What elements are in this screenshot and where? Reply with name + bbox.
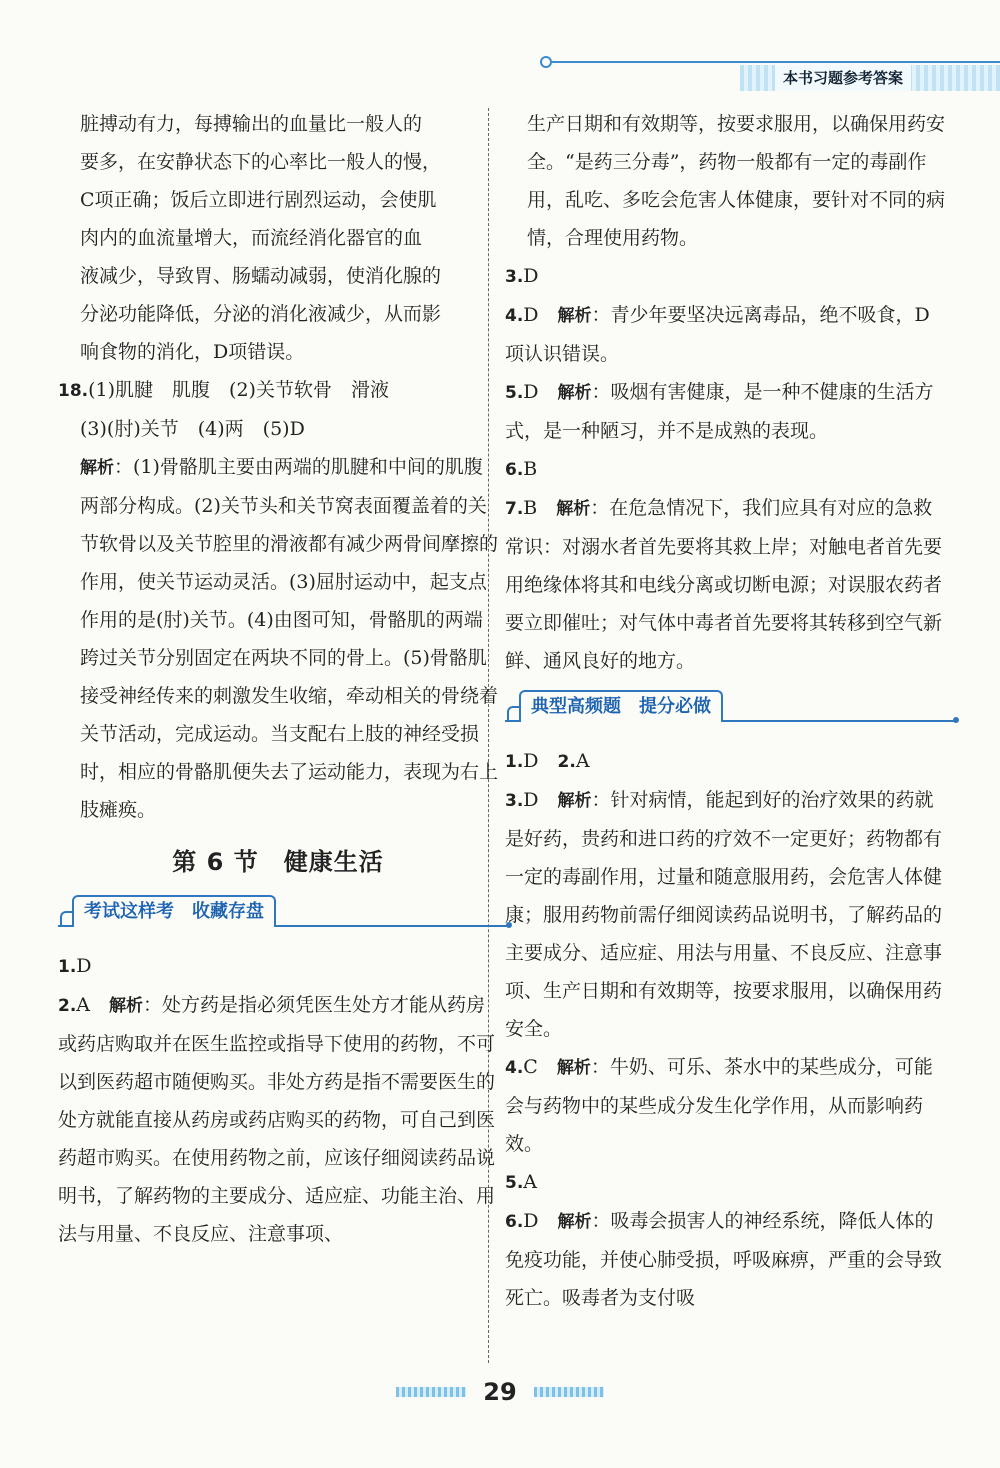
footer-decoration [534, 1387, 604, 1397]
question-number: 1. [58, 957, 77, 977]
answer: D [523, 1210, 539, 1232]
explanation-text: ：牛奶、可乐、茶水中的某些成分，可能会与药物中的某些成分发生化学作用，从而影响药效。 [505, 1056, 933, 1155]
text-line: 响食物的消化，D项错误。 [80, 341, 305, 363]
banner-label: 考试这样考 收藏存盘 [72, 895, 276, 927]
page-number: 29 [483, 1378, 517, 1406]
answer-line: (3)(肘)关节 (4)两 (5)D [80, 418, 305, 440]
question-18 [58, 371, 498, 829]
question-5 [505, 373, 945, 450]
left-column [58, 105, 498, 1253]
answer: D [76, 955, 92, 977]
footer-decoration [396, 1387, 466, 1397]
header-rule [550, 61, 1000, 63]
banner-label: 典型高频题 提分必做 [519, 690, 723, 722]
answer: A [523, 1171, 538, 1193]
text-line: 液减少，导致胃、肠蠕动减弱，使消化腺的 [80, 265, 442, 287]
question-number: 4. [505, 306, 524, 326]
answer-line: (1)肌腱 肌腹 (2)关节软骨 滑液 [88, 379, 389, 401]
answer: D [523, 750, 539, 772]
explanation-text: ：青少年要坚决远离毒品，绝不吸食，D项认识错误。 [505, 304, 930, 365]
section-banner [58, 893, 498, 933]
question-number: 7. [505, 499, 524, 519]
text-line: C项正确；饭后立即进行剧烈运动，会使肌 [80, 189, 437, 211]
explanation-text: ：吸烟有害健康，是一种不健康的生活方式，是一种陋习，并不是成熟的表现。 [505, 381, 934, 442]
explanation-text: ：(1)骨骼肌主要由两端的肌腱和中间的肌腹两部分构成。(2)关节头和关节窝表面覆盖着的关节软骨以及关节腔里的滑液都有减少两骨间摩擦的作用，使关节运动灵活。(3)屈肘运动中，起支点作用的是(肘)关节。(4)由图可知，骨骼肌的两端跨过关节分别固定在两块不同的骨上。(5)骨骼肌接受神经传来的刺激发生收缩，牵动相关的骨绕着关节活动，完成运动。当支配右上肢的神经受损时，相应的骨骼肌便失去了运动能力，表现为右上肢瘫痪。 [80, 456, 499, 821]
question-number: 2. [557, 752, 576, 772]
question-1 [58, 947, 498, 986]
page-footer [0, 1378, 1000, 1418]
answer: D [523, 265, 539, 287]
section-title: 第 6 节 健康生活 [172, 848, 384, 876]
question-number: 5. [505, 383, 524, 403]
explanation-text: ：吸毒会损害人的神经系统，降低人体的免疫功能，并使心肺受损，呼吸麻痹，严重的会导致死亡。吸毒者为支付吸 [505, 1210, 943, 1309]
answer: D [523, 304, 539, 326]
explanation-label: 解析 [80, 458, 114, 478]
explanation-label: 解析 [556, 499, 591, 519]
continued-text [58, 105, 498, 371]
question-2 [58, 986, 498, 1253]
text-line: 分泌功能降低，分泌的消化液减少，从而影 [80, 303, 442, 325]
question-number: 1. [505, 752, 524, 772]
text-line: 要多，在安静状态下的心率比一般人的慢， [80, 151, 442, 173]
question-3 [505, 257, 945, 296]
question-1-2 [505, 742, 945, 781]
question-6 [505, 450, 945, 489]
section-banner [505, 688, 945, 728]
header-dot [540, 56, 552, 68]
answer: D [523, 789, 539, 811]
question-6b [505, 1202, 945, 1317]
text-line: 肉内的血流量增大，而流经消化器官的血 [80, 227, 423, 249]
explanation-text: ：处方药是指必须凭医生处方才能从药房或药店购取并在医生监控或指导下使用的药物，不可以到医药超市随便购买。非处方药是指不需要医生的处方就能直接从药房或药店购买的药物，可自己到医药超市购买。在使用药物之前，应该仔细阅读药品说明书，了解药物的主要成分、适应症、功能主治、用法与用量、不良反应、注意事项、 [58, 994, 496, 1245]
explanation-label: 解析 [556, 1058, 591, 1078]
question-number: 6. [505, 460, 524, 480]
question-number: 6. [505, 1212, 524, 1232]
banner-dot [953, 717, 959, 723]
explanation-label: 解析 [557, 383, 592, 403]
explanation [58, 448, 498, 829]
question-number: 4. [505, 1058, 524, 1078]
right-column [505, 105, 945, 1317]
answer: A [76, 994, 91, 1016]
question-number: 5. [505, 1173, 524, 1193]
question-number: 3. [505, 267, 524, 287]
explanation-label: 解析 [557, 306, 592, 326]
question-3b [505, 781, 945, 1048]
continued-text: 生产日期和有效期等，按要求服用，以确保用药安全。“是药三分毒”，药物一般都有一定的毒副作用，乱吃、多吃会危害人体健康，要针对不同的病情，合理使用药物。 [527, 113, 946, 249]
answer: B [523, 458, 538, 480]
question-4b [505, 1048, 945, 1163]
explanation-label: 解析 [557, 791, 592, 811]
question-number: 2. [58, 996, 77, 1016]
answer: A [575, 750, 590, 772]
question-5b [505, 1163, 945, 1202]
explanation-label: 解析 [557, 1212, 592, 1232]
question-number: 18. [58, 381, 89, 401]
question-4 [505, 296, 945, 373]
answer: C [523, 1056, 538, 1078]
text-line: 脏搏动有力，每搏输出的血量比一般人的 [80, 113, 423, 135]
answer: B [523, 497, 538, 519]
header-title: 本书习题参考答案 [775, 65, 911, 91]
page-header [540, 55, 1000, 95]
explanation-text: ：针对病情，能起到好的治疗效果的药就是好药，贵药和进口药的疗效不一定更好；药物都有一定的毒副作用，过量和随意服用药，会危害人体健康；服用药物前需仔细阅读药品说明书，了解药品的主要成分、适应症、用法与用量、不良反应、注意事项、生产日期和有效期等，按要求服用，以确保用药安全。 [505, 789, 943, 1040]
answer: D [523, 381, 539, 403]
explanation-text: ：在危急情况下，我们应具有对应的急救常识：对溺水者首先要将其救上岸；对触电者首先要用绝缘体将其和电线分离或切断电源；对误服农药者要立即催吐；对气体中毒者首先要将其转移到空气新鲜、通风良好的地方。 [505, 497, 943, 672]
explanation-label: 解析 [109, 996, 144, 1016]
question-number: 3. [505, 791, 524, 811]
question-7 [505, 489, 945, 680]
